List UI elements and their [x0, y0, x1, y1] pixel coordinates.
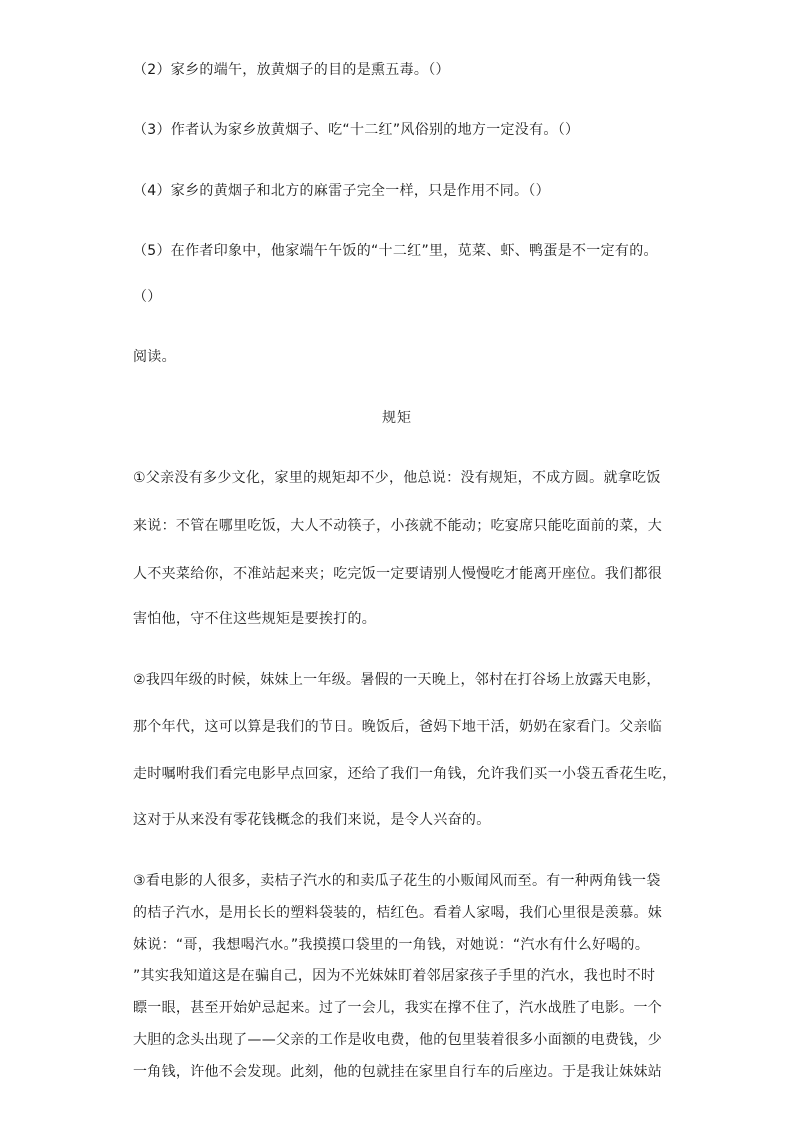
paragraph-3-line: ③看电影的人很多，卖桔子汽水的和卖瓜子花生的小贩闻风而至。有一种两角钱一袋	[133, 873, 661, 889]
paragraph-1-line: 人不夹菜给你，不准站起来夹；吃完饭一定要请别人慢慢吃才能离开座位。我们都很	[133, 566, 663, 582]
article-title: 规矩	[382, 410, 412, 426]
paragraph-3-line: 妹说：“哥，我想喝汽水。”我摸摸口袋里的一角钱，对她说：“汽水有什么好喝的。	[133, 937, 650, 953]
question-2: （2）家乡的端午，放黄烟子的目的是熏五毒。（）	[133, 62, 450, 78]
section-label: 阅读。	[133, 349, 176, 365]
paragraph-1-line: 害怕他，守不住这些规矩是要挨打的。	[133, 611, 377, 627]
paragraph-3-line: ”其实我知道这是在骗自己，因为不光妹妹盯着邻居家孩子手里的汽水，我也时不时	[133, 968, 656, 984]
question-4: （4）家乡的黄烟子和北方的麻雷子完全一样，只是作用不同。（）	[133, 183, 550, 199]
paragraph-2-line: 这对于从来没有零花钱概念的我们来说，是令人兴奋的。	[133, 812, 491, 828]
question-5-answer-blank: （）	[133, 289, 162, 305]
paragraph-2-line: 那个年代，这可以算是我们的节日。晚饭后，爸妈下地干活，奶奶在家看门。父亲临	[133, 719, 663, 735]
question-5: （5）在作者印象中，他家端午午饭的“十二红”里，苋菜、虾、鸭蛋是不一定有的。	[133, 243, 658, 259]
paragraph-3-line: 大胆的念头出现了——父亲的工作是收电费，他的包里装着很多小面额的电费钱，少	[133, 1032, 663, 1048]
paragraph-3-line: 一角钱，许他不会发现。此刻，他的包就挂在家里自行车的后座边。于是我让妹妹站	[133, 1064, 663, 1080]
paragraph-1-line: 来说：不管在哪里吃饭，大人不动筷子，小孩就不能动；吃宴席只能吃面前的菜，大	[133, 518, 663, 534]
paragraph-2-line: ②我四年级的时候，妹妹上一年级。暑假的一天晚上，邻村在打谷场上放露天电影，	[133, 672, 661, 688]
paragraph-1-line: ①父亲没有多少文化，家里的规矩却不少，他总说：没有规矩，不成方圆。就拿吃饭	[133, 470, 661, 486]
paragraph-2-line: 走时嘱咐我们看完电影早点回家，还给了我们一角钱，允许我们买一小袋五香花生吃，	[133, 766, 677, 782]
question-3: （3）作者认为家乡放黄烟子、吃“十二红”风俗别的地方一定没有。（）	[133, 122, 580, 138]
paragraph-3-line: 的桔子汽水，是用长长的塑料袋装的，桔红色。看着人家喝，我们心里很是羡慕。妹	[133, 905, 663, 921]
paragraph-3-line: 瞟一眼，甚至开始妒忌起来。过了一会儿，我实在撑不住了，汽水战胜了电影。一个	[133, 1000, 663, 1016]
